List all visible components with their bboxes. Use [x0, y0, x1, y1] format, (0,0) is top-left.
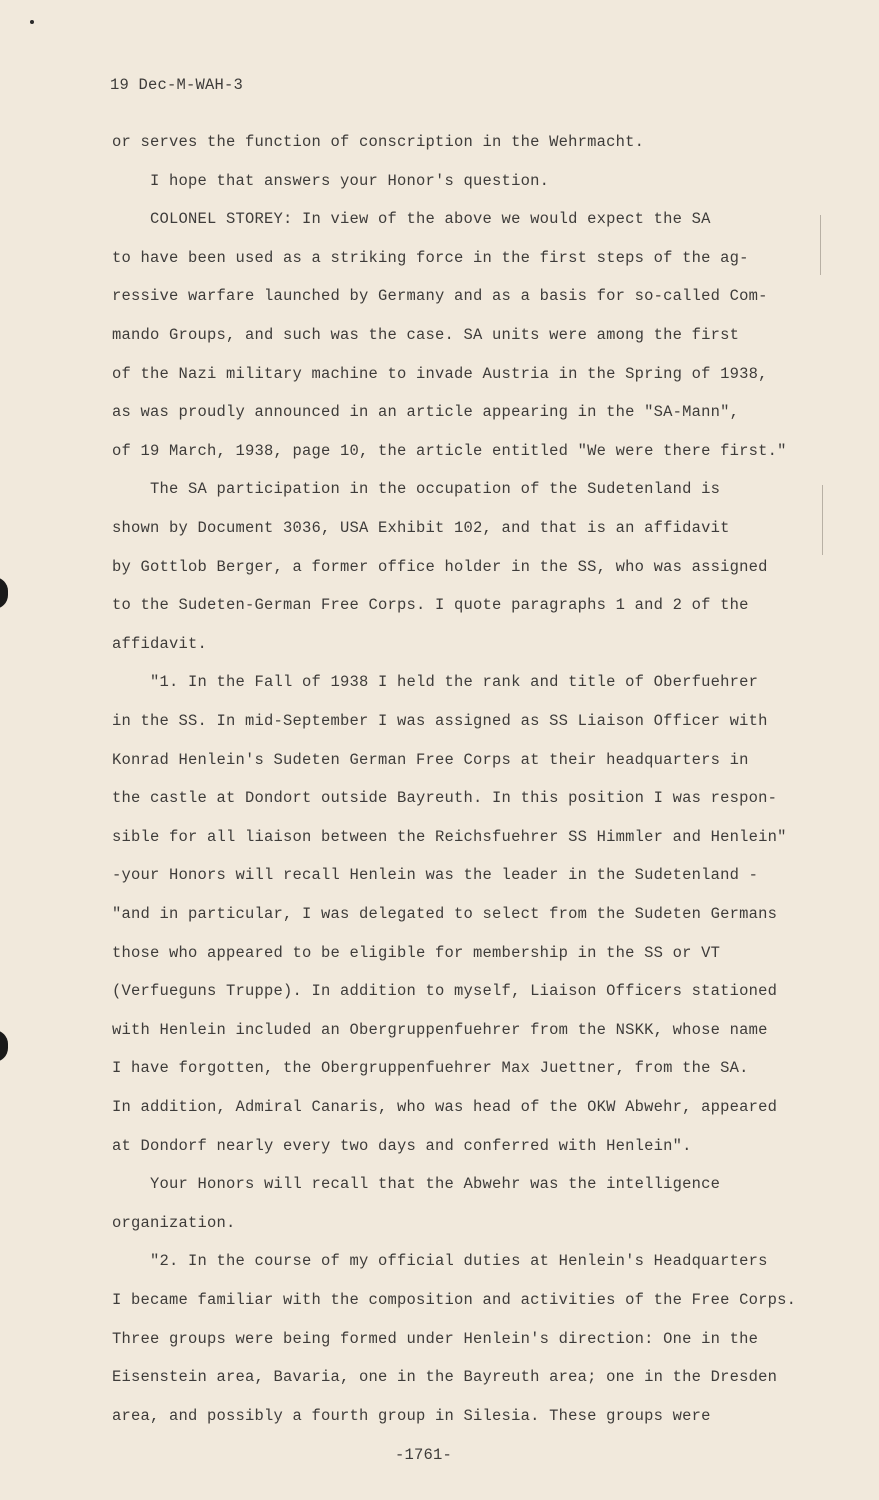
document-header: 19 Dec-M-WAH-3 — [110, 76, 244, 94]
page-number: -1761- — [395, 1446, 453, 1464]
text-line: the castle at Dondort outside Bayreuth. In this position I was respon- — [112, 789, 778, 807]
text-line: COLONEL STOREY: In view of the above we would expect the SA — [112, 210, 711, 228]
text-line: I hope that answers your Honor's question. — [112, 172, 550, 190]
punch-hole-top — [0, 577, 8, 609]
text-line: or serves the function of conscription in the Wehrmacht. — [112, 133, 645, 151]
text-line: "2. In the course of my official duties at Henlein's Headquarters — [112, 1252, 768, 1270]
text-line: The SA participation in the occupation of the Sudetenland is — [112, 480, 721, 498]
text-line: sible for all liaison between the Reichsfuehrer SS Himmler and Henlein" — [112, 828, 787, 846]
text-line: with Henlein included an Obergruppenfuehrer from the NSKK, whose name — [112, 1021, 768, 1039]
text-line: I became familiar with the composition and activities of the Free Corps. — [112, 1291, 797, 1309]
text-line: those who appeared to be eligible for membership in the SS or VT — [112, 944, 721, 962]
text-line: in the SS. In mid-September I was assigned as SS Liaison Officer with — [112, 712, 768, 730]
punch-hole-bottom — [0, 1030, 8, 1062]
text-line: of 19 March, 1938, page 10, the article entitled "We were there first." — [112, 442, 787, 460]
text-line: by Gottlob Berger, a former office holder in the SS, who was assigned — [112, 558, 768, 576]
text-line: (Verfueguns Truppe). In addition to myself, Liaison Officers stationed — [112, 982, 778, 1000]
text-line: affidavit. — [112, 635, 208, 653]
text-line: Eisenstein area, Bavaria, one in the Bayreuth area; one in the Dresden — [112, 1368, 778, 1386]
text-line: I have forgotten, the Obergruppenfuehrer Max Juettner, from the SA. — [112, 1059, 749, 1077]
text-line: area, and possibly a fourth group in Silesia. These groups were — [112, 1407, 711, 1425]
margin-mark — [822, 485, 823, 555]
text-line: -your Honors will recall Henlein was the leader in the Sudetenland - — [112, 866, 759, 884]
text-line: shown by Document 3036, USA Exhibit 102, and that is an affidavit — [112, 519, 730, 537]
text-line: Konrad Henlein's Sudeten German Free Corps at their headquarters in — [112, 751, 749, 769]
margin-mark — [820, 215, 821, 275]
text-line: In addition, Admiral Canaris, who was head of the OKW Abwehr, appeared — [112, 1098, 778, 1116]
text-line: Three groups were being formed under Henlein's direction: One in the — [112, 1330, 759, 1348]
text-line: at Dondorf nearly every two days and conferred with Henlein". — [112, 1137, 692, 1155]
text-line: mando Groups, and such was the case. SA units were among the first — [112, 326, 740, 344]
text-line: to the Sudeten-German Free Corps. I quote paragraphs 1 and 2 of the — [112, 596, 749, 614]
text-line: ressive warfare launched by Germany and as a basis for so-called Com- — [112, 287, 768, 305]
text-line: organization. — [112, 1214, 236, 1232]
ink-dot — [30, 20, 34, 24]
text-line: of the Nazi military machine to invade Austria in the Spring of 1938, — [112, 365, 768, 383]
text-line: "and in particular, I was delegated to select from the Sudeten Germans — [112, 905, 778, 923]
text-line: "1. In the Fall of 1938 I held the rank and title of Oberfuehrer — [112, 673, 759, 691]
text-line: to have been used as a striking force in the first steps of the ag- — [112, 249, 749, 267]
text-line: as was proudly announced in an article appearing in the "SA-Mann", — [112, 403, 740, 421]
text-line: Your Honors will recall that the Abwehr was the intelligence — [112, 1175, 721, 1193]
